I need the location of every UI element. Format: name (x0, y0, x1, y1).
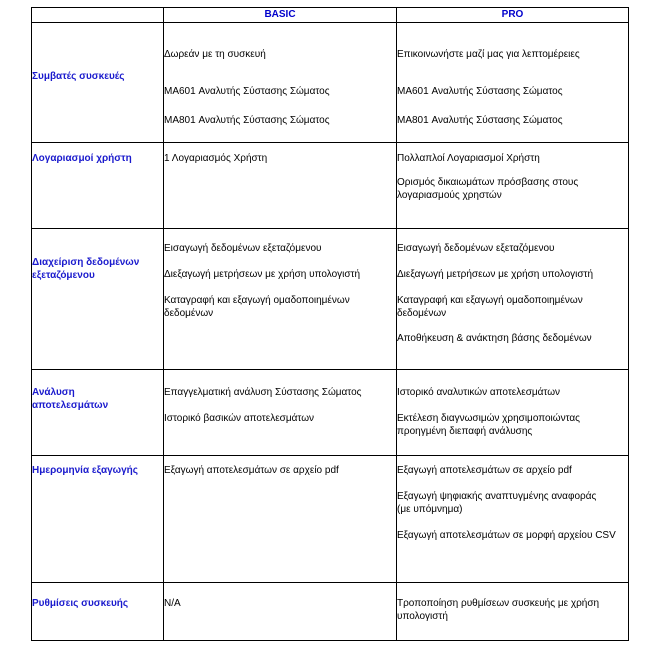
table-row (32, 23, 629, 143)
feature-text: Τροποποίηση ρυθμίσεων συσκευής με χρήση υπολογιστή (397, 598, 600, 622)
feature-text: Πολλαπλοί Λογαριασμοί Χρήστη (397, 153, 540, 164)
feature-text: Εισαγωγή δεδομένων εξεταζόμενου (397, 243, 555, 254)
basic-cell (164, 370, 397, 456)
pro-cell (397, 583, 629, 641)
basic-cell (164, 143, 397, 229)
basic-cell (164, 583, 397, 641)
pro-cell (397, 456, 629, 583)
row-category (32, 456, 164, 583)
category-label: Ημερομηνία εξαγωγής (32, 465, 138, 476)
basic-cell (164, 456, 397, 583)
feature-text: Εξαγωγή ψηφιακής αναπτυγμένης αναφοράς (με υπόμνημα) (397, 491, 597, 515)
feature-text: Επαγγελματική ανάλυση Σύστασης Σώματος (164, 387, 362, 398)
pro-cell (397, 143, 629, 229)
pro-cell (397, 229, 629, 370)
feature-text: Εκτέλεση διαγνωσιμών χρησιμοποιώντας προηγμένη διεπαφή ανάλυσης (397, 413, 580, 437)
feature-text: Δωρεάν με τη συσκευή (164, 49, 266, 60)
feature-text: Καταγραφή και εξαγωγή ομαδοποιημένων δεδομένων (164, 295, 350, 319)
feature-text: MA601 Αναλυτής Σύστασης Σώματος (164, 86, 330, 97)
table-row (32, 456, 629, 583)
basic-cell (164, 23, 397, 143)
feature-text: Ιστορικό βασικών αποτελεσμάτων (164, 413, 314, 424)
feature-text: Ορισμός δικαιωμάτων πρόσβασης στους λογαριασμούς χρηστών (397, 177, 579, 201)
feature-text: Επικοινωνήστε μαζί μας για λεπτομέρειες (397, 49, 580, 60)
basic-cell (164, 229, 397, 370)
table-row (32, 229, 629, 370)
row-category (32, 583, 164, 641)
feature-text: Ιστορικό αναλυτικών αποτελεσμάτων (397, 387, 561, 398)
row-category (32, 229, 164, 370)
header-row (32, 8, 629, 23)
feature-text: N/A (164, 598, 181, 609)
category-label: Λογαριασμοί χρήστη (32, 153, 132, 164)
feature-text: Εξαγωγή αποτελεσμάτων σε μορφή αρχείου CSV (397, 530, 616, 541)
table-row (32, 583, 629, 641)
category-label: Ανάλυση αποτελεσμάτων (32, 387, 109, 411)
feature-text: Εξαγωγή αποτελεσμάτων σε αρχείο pdf (397, 465, 572, 476)
feature-text: Καταγραφή και εξαγωγή ομαδοποιημένων δεδομένων (397, 295, 583, 319)
feature-text: MA801 Αναλυτής Σύστασης Σώματος (164, 115, 330, 126)
row-category (32, 23, 164, 143)
feature-text: Εισαγωγή δεδομένων εξεταζόμενου (164, 243, 322, 254)
feature-text: Διεξαγωγή μετρήσεων με χρήση υπολογιστή (397, 269, 594, 280)
category-label: Διαχείριση δεδομένων εξεταζόμενου (32, 257, 140, 281)
comparison-table (31, 7, 629, 641)
header-basic: BASIC (164, 8, 397, 23)
table-row (32, 143, 629, 229)
category-label: Ρυθμίσεις συσκευής (32, 598, 129, 609)
header-corner (32, 8, 164, 23)
row-category (32, 370, 164, 456)
pro-cell (397, 23, 629, 143)
row-category (32, 143, 164, 229)
feature-text: Εξαγωγή αποτελεσμάτων σε αρχείο pdf (164, 465, 339, 476)
feature-text: MA601 Αναλυτής Σύστασης Σώματος (397, 86, 563, 97)
header-pro: PRO (397, 8, 629, 23)
feature-text: Αποθήκευση & ανάκτηση βάσης δεδομένων (397, 333, 592, 344)
feature-text: Διεξαγωγή μετρήσεων με χρήση υπολογιστή (164, 269, 361, 280)
feature-text: 1 Λογαριασμός Χρήστη (164, 153, 268, 164)
feature-text: MA801 Αναλυτής Σύστασης Σώματος (397, 115, 563, 126)
category-label: Συμβατές συσκευές (32, 71, 125, 82)
pro-cell (397, 370, 629, 456)
table-row (32, 370, 629, 456)
